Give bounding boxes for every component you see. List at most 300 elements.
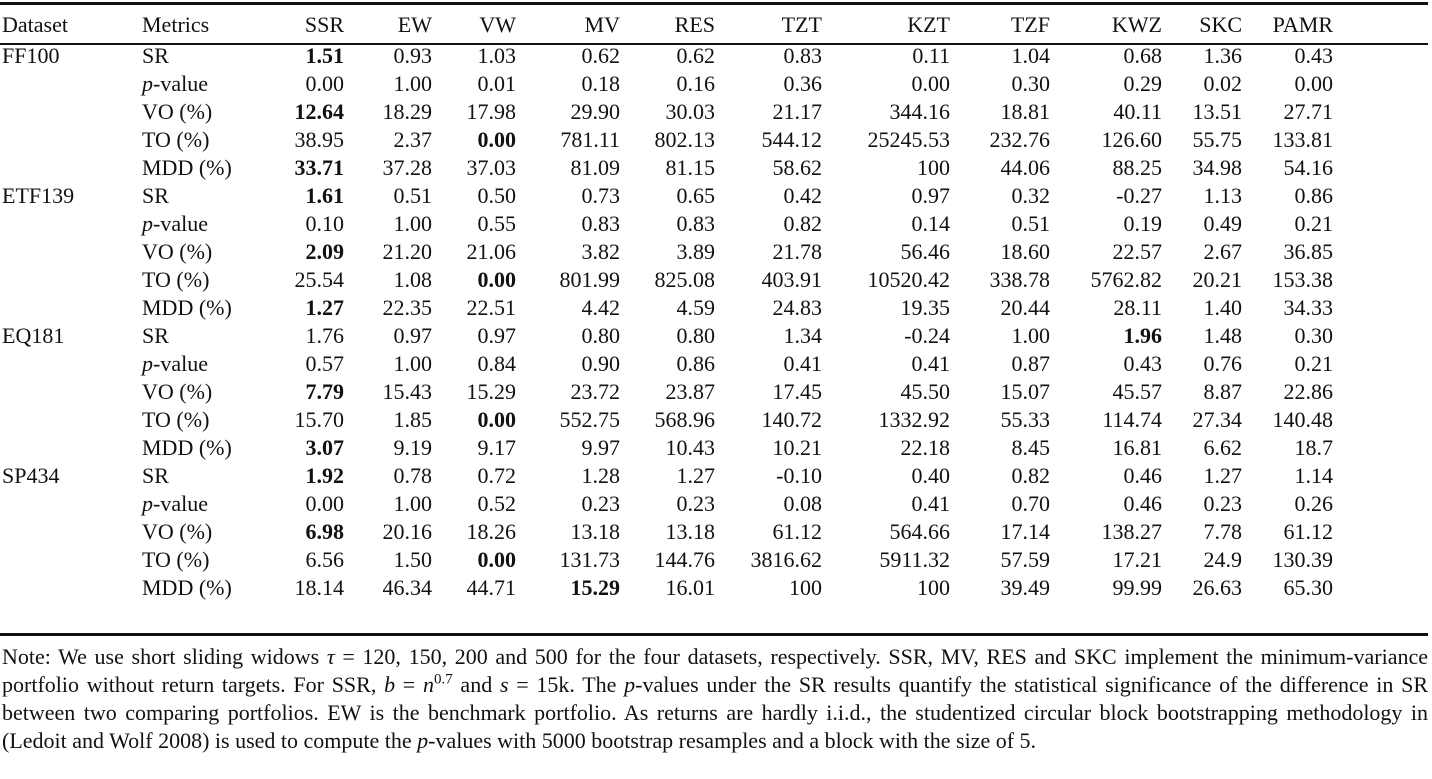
metric-label: [142, 322, 292, 350]
metric-label: [142, 434, 292, 462]
cell-mv: 23.72: [570, 379, 620, 404]
cell-ew: 18.29: [382, 99, 432, 124]
cell-pamr: 0.30: [1294, 323, 1333, 348]
cell-tzf: 0.70: [1011, 491, 1050, 516]
metric-name: TO (%): [142, 127, 210, 152]
cell-tzf: 0.51: [1011, 211, 1050, 236]
cell-ssr: 6.98: [305, 519, 344, 544]
cell-res: 1.27: [676, 463, 715, 488]
table-row: [0, 574, 1333, 602]
cell-ssr: 1.61: [305, 183, 344, 208]
cell-vw: 1.03: [477, 43, 516, 68]
metric-name: VO (%): [142, 379, 213, 404]
note-text: and: [452, 672, 500, 697]
dataset-name: [0, 350, 142, 378]
table-body: [0, 42, 1333, 602]
cell-mv: 131.73: [559, 547, 620, 572]
metric-label: [142, 378, 292, 406]
metric-name: SR: [142, 43, 169, 68]
cell-tzf: 20.44: [1000, 295, 1050, 320]
cell-ssr: 1.92: [305, 463, 344, 488]
cell-ew: 0.78: [393, 463, 432, 488]
cell-mv: 0.73: [581, 183, 620, 208]
dataset-name: [0, 154, 142, 182]
cell-tzt: 3816.62: [750, 547, 822, 572]
cell-tzt: 0.08: [783, 491, 822, 516]
metric-name: -value: [153, 71, 208, 96]
table-row: [0, 462, 1333, 490]
cell-tzf: 232.76: [989, 127, 1050, 152]
note-text: = 15k. The: [508, 672, 625, 697]
metric-label: [142, 182, 292, 210]
cell-kzt: 0.40: [911, 463, 950, 488]
cell-kwz: 40.11: [1113, 99, 1162, 124]
metric-label: [142, 70, 292, 98]
table-row: [0, 126, 1333, 154]
cell-res: 0.80: [676, 323, 715, 348]
cell-pamr: 0.21: [1294, 211, 1333, 236]
cell-ew: 0.51: [393, 183, 432, 208]
note-math-p: p: [417, 728, 429, 753]
metric-label: [142, 98, 292, 126]
note-math-tau: τ: [326, 644, 335, 669]
metric-label: [142, 350, 292, 378]
cell-vw: 44.71: [466, 575, 516, 600]
cell-kzt: 25245.53: [867, 127, 950, 152]
cell-skc: 20.21: [1192, 267, 1242, 292]
cell-ssr: 1.27: [305, 295, 344, 320]
metric-name: MDD (%): [142, 435, 232, 460]
table-row: [0, 182, 1333, 210]
cell-ssr: 1.51: [305, 43, 344, 68]
cell-ssr: 2.09: [305, 239, 344, 264]
cell-ew: 21.20: [382, 239, 432, 264]
cell-mv: 0.18: [581, 71, 620, 96]
table-header: [0, 8, 1333, 42]
cell-tzf: 0.87: [1011, 351, 1050, 376]
table-row: [0, 98, 1333, 126]
cell-vw: 37.03: [466, 155, 516, 180]
cell-tzf: 39.49: [1000, 575, 1050, 600]
dataset-name: [0, 210, 142, 238]
column-header-vw: VW: [479, 12, 516, 37]
cell-pamr: 18.7: [1294, 435, 1333, 460]
top-rule: [0, 2, 1428, 5]
cell-ssr: 3.07: [305, 435, 344, 460]
cell-res: 568.96: [654, 407, 715, 432]
cell-ew: 37.28: [382, 155, 432, 180]
cell-res: 10.43: [665, 435, 715, 460]
cell-tzt: 1.34: [783, 323, 822, 348]
table-row: [0, 378, 1333, 406]
dataset-name: [0, 70, 142, 98]
cell-kwz: 88.25: [1112, 155, 1162, 180]
metric-name: -value: [153, 211, 208, 236]
cell-vw: 0.97: [477, 323, 516, 348]
cell-pamr: 0.26: [1294, 491, 1333, 516]
cell-mv: 801.99: [559, 267, 620, 292]
cell-res: 144.76: [654, 547, 715, 572]
dataset-name: [0, 238, 142, 266]
column-header-ssr: SSR: [304, 12, 344, 37]
cell-ssr: 12.64: [294, 99, 344, 124]
cell-ew: 15.43: [382, 379, 432, 404]
cell-res: 81.15: [665, 155, 715, 180]
cell-kzt: 564.66: [889, 519, 950, 544]
dataset-name: EQ181: [2, 323, 65, 348]
cell-skc: 8.87: [1203, 379, 1242, 404]
cell-ew: 1.00: [393, 211, 432, 236]
cell-pamr: 34.33: [1283, 295, 1333, 320]
cell-skc: 6.62: [1203, 435, 1242, 460]
cell-skc: 1.36: [1203, 43, 1242, 68]
cell-res: 0.62: [676, 43, 715, 68]
cell-mv: 781.11: [560, 127, 620, 152]
table-row: [0, 490, 1333, 518]
metric-label: [142, 266, 292, 294]
metric-label: [142, 126, 292, 154]
cell-kzt: 100: [917, 155, 950, 180]
table-row: [0, 238, 1333, 266]
dataset-name: SP434: [2, 463, 60, 488]
cell-kzt: 100: [917, 575, 950, 600]
cell-ssr: 1.76: [305, 323, 344, 348]
metric-name: -value: [153, 351, 208, 376]
cell-tzt: 544.12: [761, 127, 822, 152]
cell-ew: 22.35: [382, 295, 432, 320]
cell-tzf: 0.32: [1011, 183, 1050, 208]
cell-vw: 0.50: [477, 183, 516, 208]
column-header-ew: EW: [397, 12, 432, 37]
metric-name: TO (%): [142, 267, 210, 292]
cell-kwz: 45.57: [1112, 379, 1162, 404]
cell-kwz: 17.21: [1112, 547, 1162, 572]
cell-tzf: 44.06: [1000, 155, 1050, 180]
cell-vw: 0.01: [477, 71, 516, 96]
cell-mv: 9.97: [581, 435, 620, 460]
metric-name: VO (%): [142, 239, 213, 264]
cell-pamr: 61.12: [1283, 519, 1333, 544]
cell-tzf: 1.00: [1011, 323, 1050, 348]
cell-kwz: 114.74: [1102, 407, 1162, 432]
cell-vw: 17.98: [466, 99, 516, 124]
bottom-rule: [0, 633, 1428, 636]
cell-skc: 55.75: [1192, 127, 1242, 152]
cell-kzt: 45.50: [900, 379, 950, 404]
metric-name: MDD (%): [142, 575, 232, 600]
cell-kwz: 0.29: [1123, 71, 1162, 96]
cell-tzf: 338.78: [989, 267, 1050, 292]
note-text: -values with 5000 bootstrap resamples and a block with the size of 5.: [428, 728, 1037, 753]
cell-ssr: 0.00: [305, 491, 344, 516]
metric-name: SR: [142, 183, 169, 208]
cell-tzf: 18.60: [1000, 239, 1050, 264]
cell-skc: 1.13: [1203, 183, 1242, 208]
cell-vw: 21.06: [466, 239, 516, 264]
cell-vw: 0.72: [477, 463, 516, 488]
cell-kzt: 1332.92: [878, 407, 950, 432]
cell-kzt: 5911.32: [879, 547, 950, 572]
cell-mv: 0.80: [581, 323, 620, 348]
note-text: = 120, 150, 200 and 500 for the four datasets, respectively. SSR, MV, RES and SKC implement the minimum-variance portfolio without return targets. For SSR,: [2, 644, 1428, 697]
note-math-p: p: [624, 672, 636, 697]
metric-prefix: p: [142, 71, 153, 96]
metric-label: [142, 406, 292, 434]
cell-skc: 24.9: [1203, 547, 1242, 572]
dataset-name: [0, 294, 142, 322]
column-header-tzt: TZT: [781, 12, 822, 37]
dataset-name: [0, 406, 142, 434]
metric-label: [142, 574, 292, 602]
cell-kzt: 0.14: [911, 211, 950, 236]
cell-pamr: 27.71: [1283, 99, 1333, 124]
metric-name: MDD (%): [142, 155, 232, 180]
table-row: [0, 42, 1333, 70]
cell-mv: 0.62: [581, 43, 620, 68]
cell-tzf: 17.14: [1000, 519, 1050, 544]
note-text: =: [395, 672, 423, 697]
column-header-metrics: Metrics: [142, 12, 210, 37]
metric-name: SR: [142, 463, 169, 488]
cell-kwz: 0.43: [1123, 351, 1162, 376]
cell-skc: 1.40: [1203, 295, 1242, 320]
cell-tzt: 10.21: [772, 435, 822, 460]
metric-label: [142, 490, 292, 518]
column-header-tzf: TZF: [1010, 12, 1050, 37]
metric-label: [142, 42, 292, 70]
cell-vw: 0.52: [477, 491, 516, 516]
cell-skc: 34.98: [1192, 155, 1242, 180]
cell-pamr: 140.48: [1272, 407, 1333, 432]
cell-skc: 0.23: [1203, 491, 1242, 516]
cell-tzt: 0.41: [783, 351, 822, 376]
table-row: [0, 266, 1333, 294]
cell-pamr: 36.85: [1283, 239, 1333, 264]
cell-kzt: -0.24: [904, 323, 950, 348]
cell-tzf: 15.07: [1000, 379, 1050, 404]
cell-tzt: 403.91: [761, 267, 822, 292]
metric-name: TO (%): [142, 547, 210, 572]
note-math-b: b: [384, 672, 396, 697]
cell-tzt: 0.82: [783, 211, 822, 236]
cell-res: 0.86: [676, 351, 715, 376]
cell-res: 30.03: [665, 99, 715, 124]
cell-res: 0.23: [676, 491, 715, 516]
column-header-kzt: KZT: [907, 12, 950, 37]
table-row: [0, 70, 1333, 98]
cell-kwz: 99.99: [1112, 575, 1162, 600]
cell-skc: 0.02: [1203, 71, 1242, 96]
metric-label: [142, 210, 292, 238]
cell-pamr: 65.30: [1283, 575, 1333, 600]
dataset-name: [0, 126, 142, 154]
table-row: [0, 294, 1333, 322]
cell-tzt: 61.12: [772, 519, 822, 544]
table-row: [0, 350, 1333, 378]
cell-kwz: -0.27: [1116, 183, 1162, 208]
cell-res: 0.16: [676, 71, 715, 96]
note-math-s: s: [499, 672, 509, 697]
metric-label: [142, 154, 292, 182]
cell-tzt: 140.72: [761, 407, 822, 432]
cell-tzf: 8.45: [1011, 435, 1050, 460]
dataset-name: FF100: [2, 43, 60, 68]
cell-tzt: 0.42: [783, 183, 822, 208]
cell-ew: 2.37: [393, 127, 432, 152]
cell-res: 802.13: [654, 127, 715, 152]
cell-skc: 0.49: [1203, 211, 1242, 236]
column-header-skc: SKC: [1199, 12, 1242, 37]
cell-pamr: 0.00: [1294, 71, 1333, 96]
cell-kzt: 0.97: [911, 183, 950, 208]
cell-res: 825.08: [654, 267, 715, 292]
cell-ew: 20.16: [382, 519, 432, 544]
table-row: [0, 154, 1333, 182]
cell-pamr: 0.86: [1294, 183, 1333, 208]
cell-ew: 1.85: [393, 407, 432, 432]
cell-kwz: 0.68: [1123, 43, 1162, 68]
cell-kwz: 5762.82: [1090, 267, 1162, 292]
cell-tzf: 57.59: [1000, 547, 1050, 572]
cell-mv: 0.23: [581, 491, 620, 516]
cell-kzt: 22.18: [900, 435, 950, 460]
cell-pamr: 1.14: [1294, 463, 1333, 488]
cell-skc: 27.34: [1192, 407, 1242, 432]
cell-res: 3.89: [676, 239, 715, 264]
cell-vw: 22.51: [466, 295, 516, 320]
cell-kzt: 10520.42: [867, 267, 950, 292]
cell-kzt: 0.41: [911, 491, 950, 516]
cell-ew: 0.93: [393, 43, 432, 68]
cell-mv: 0.83: [581, 211, 620, 236]
cell-pamr: 22.86: [1283, 379, 1333, 404]
cell-mv: 15.29: [570, 575, 620, 600]
cell-vw: 0.00: [477, 267, 516, 292]
metric-prefix: p: [142, 491, 153, 516]
cell-kwz: 0.46: [1123, 491, 1162, 516]
column-header-pamr: PAMR: [1272, 12, 1333, 37]
table-row: [0, 518, 1333, 546]
cell-vw: 0.00: [477, 547, 516, 572]
note-text: Note: We use short sliding widows: [2, 644, 327, 669]
cell-ssr: 0.00: [305, 71, 344, 96]
metric-name: TO (%): [142, 407, 210, 432]
cell-ssr: 0.10: [305, 211, 344, 236]
cell-ssr: 33.71: [294, 155, 344, 180]
cell-ew: 0.97: [393, 323, 432, 348]
dataset-name: [0, 434, 142, 462]
cell-kzt: 344.16: [889, 99, 950, 124]
cell-vw: 0.55: [477, 211, 516, 236]
table-note: [2, 643, 1428, 755]
cell-pamr: 0.43: [1294, 43, 1333, 68]
cell-mv: 4.42: [581, 295, 620, 320]
cell-ssr: 7.79: [305, 379, 344, 404]
cell-ew: 1.00: [393, 351, 432, 376]
dataset-name: [0, 98, 142, 126]
cell-mv: 552.75: [559, 407, 620, 432]
cell-pamr: 130.39: [1272, 547, 1333, 572]
column-header-kwz: KWZ: [1111, 12, 1162, 37]
cell-tzf: 0.30: [1011, 71, 1050, 96]
cell-skc: 1.27: [1203, 463, 1242, 488]
cell-ssr: 25.54: [294, 267, 344, 292]
results-table: [0, 8, 1333, 602]
cell-kwz: 0.19: [1123, 211, 1162, 236]
cell-kzt: 0.41: [911, 351, 950, 376]
metric-label: [142, 546, 292, 574]
cell-vw: 18.26: [466, 519, 516, 544]
cell-tzf: 1.04: [1011, 43, 1050, 68]
note-math-exponent: 0.7: [433, 671, 453, 688]
table-row: [0, 434, 1333, 462]
metric-label: [142, 462, 292, 490]
cell-pamr: 153.38: [1272, 267, 1333, 292]
cell-pamr: 0.21: [1294, 351, 1333, 376]
cell-mv: 13.18: [570, 519, 620, 544]
cell-tzt: -0.10: [776, 463, 822, 488]
cell-ew: 9.19: [393, 435, 432, 460]
cell-tzt: 21.78: [772, 239, 822, 264]
column-header-dataset: Dataset: [2, 12, 68, 37]
dataset-name: [0, 546, 142, 574]
cell-skc: 13.51: [1192, 99, 1242, 124]
cell-tzt: 17.45: [772, 379, 822, 404]
cell-tzt: 21.17: [772, 99, 822, 124]
cell-tzf: 0.82: [1011, 463, 1050, 488]
metric-name: -value: [153, 491, 208, 516]
cell-kwz: 22.57: [1112, 239, 1162, 264]
cell-res: 0.65: [676, 183, 715, 208]
cell-tzf: 18.81: [1000, 99, 1050, 124]
cell-kzt: 19.35: [900, 295, 950, 320]
cell-tzt: 24.83: [772, 295, 822, 320]
cell-tzt: 0.83: [783, 43, 822, 68]
cell-mv: 1.28: [581, 463, 620, 488]
cell-vw: 9.17: [477, 435, 516, 460]
cell-ew: 1.08: [393, 267, 432, 292]
cell-tzf: 55.33: [1000, 407, 1050, 432]
metric-prefix: p: [142, 211, 153, 236]
cell-kzt: 0.11: [912, 43, 950, 68]
cell-skc: 1.48: [1203, 323, 1242, 348]
cell-res: 4.59: [676, 295, 715, 320]
cell-mv: 29.90: [570, 99, 620, 124]
cell-kwz: 0.46: [1123, 463, 1162, 488]
cell-ew: 46.34: [382, 575, 432, 600]
cell-tzt: 58.62: [772, 155, 822, 180]
cell-kwz: 126.60: [1101, 127, 1162, 152]
table-row: [0, 546, 1333, 574]
table-row: [0, 406, 1333, 434]
cell-kwz: 1.96: [1123, 323, 1162, 348]
cell-kwz: 16.81: [1112, 435, 1162, 460]
metric-prefix: p: [142, 351, 153, 376]
table-row: [0, 322, 1333, 350]
cell-mv: 3.82: [581, 239, 620, 264]
header-row: [0, 8, 1333, 42]
cell-res: 23.87: [665, 379, 715, 404]
metric-label: [142, 518, 292, 546]
cell-kwz: 138.27: [1101, 519, 1162, 544]
dataset-name: [0, 490, 142, 518]
cell-ssr: 0.57: [305, 351, 344, 376]
dataset-name: [0, 518, 142, 546]
cell-res: 0.83: [676, 211, 715, 236]
cell-ssr: 15.70: [294, 407, 344, 432]
cell-skc: 7.78: [1203, 519, 1242, 544]
cell-pamr: 133.81: [1272, 127, 1333, 152]
